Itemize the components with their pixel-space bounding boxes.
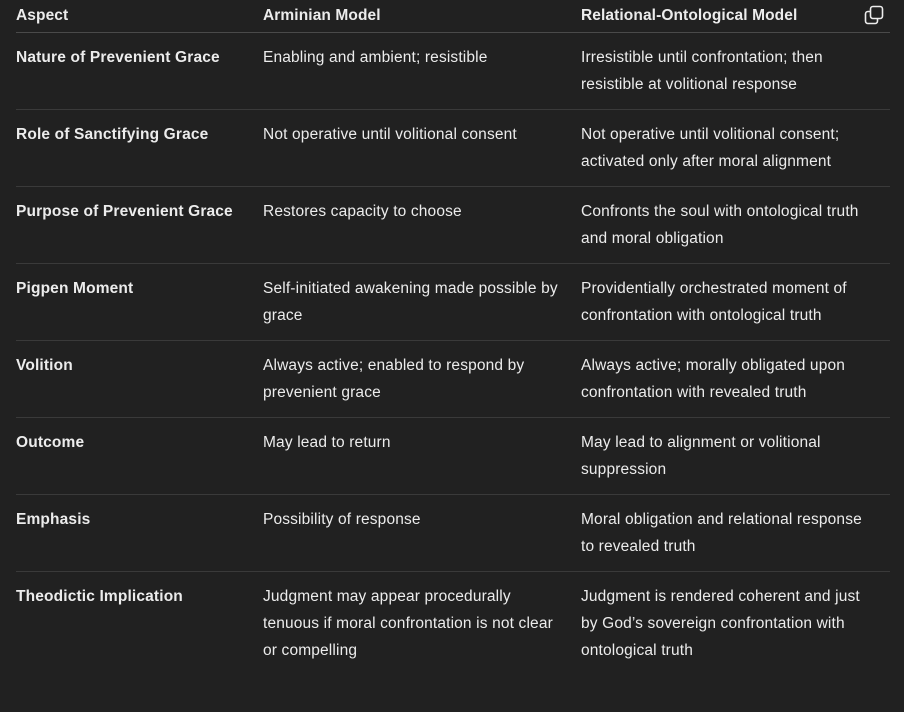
comparison-table-container <box>16 0 890 675</box>
row-aspect-cell: Emphasis <box>16 495 263 572</box>
row-relational-cell: May lead to alignment or volitional suppression <box>581 418 890 495</box>
row-aspect-cell: Nature of Prevenient Grace <box>16 33 263 110</box>
row-relational-cell: Always active; morally obligated upon confrontation with revealed truth <box>581 341 890 418</box>
table-row <box>16 572 890 676</box>
row-relational-cell: Judgment is rendered coherent and just by God’s sovereign confrontation with ontological truth <box>581 588 860 659</box>
row-aspect-cell: Volition <box>16 341 263 418</box>
table-row <box>16 495 890 572</box>
row-arminian-cell: Self-initiated awakening made possible by grace <box>263 264 581 341</box>
row-relational-cell: Not operative until volitional consent; activated only after moral alignment <box>581 110 890 187</box>
table-body <box>16 33 890 676</box>
table-row <box>16 110 890 187</box>
header-row <box>16 0 890 33</box>
table-row <box>16 264 890 341</box>
copy-table-button[interactable] <box>864 5 884 25</box>
row-aspect-cell: Role of Sanctifying Grace <box>16 110 263 187</box>
copy-icon <box>864 5 884 25</box>
row-aspect-cell: Outcome <box>16 418 263 495</box>
row-relational-cell: Confronts the soul with ontological truth and moral obligation <box>581 187 890 264</box>
row-arminian-cell: Enabling and ambient; resistible <box>263 33 581 110</box>
row-arminian-cell: Possibility of response <box>263 495 581 572</box>
header-arminian-model: Arminian Model <box>263 0 581 33</box>
table-row <box>16 341 890 418</box>
row-arminian-cell: Always active; enabled to respond by prevenient grace <box>263 341 581 418</box>
header-relational-ontological-model: Relational-Ontological Model <box>581 0 890 33</box>
header-aspect: Aspect <box>16 0 263 33</box>
row-aspect-cell: Pigpen Moment <box>16 264 263 341</box>
row-relational-cell: Moral obligation and relational response to revealed truth <box>581 495 890 572</box>
row-relational-cell: Providentially orchestrated moment of confrontation with ontological truth <box>581 264 890 341</box>
row-arminian-cell: Not operative until volitional consent <box>263 110 581 187</box>
table-row <box>16 418 890 495</box>
table-row <box>16 187 890 264</box>
table-row <box>16 33 890 110</box>
table-header <box>16 0 890 33</box>
row-arminian-cell: Judgment may appear procedurally tenuous if moral confrontation is not clear or compelling <box>263 588 553 659</box>
row-arminian-cell: May lead to return <box>263 418 581 495</box>
row-arminian-cell: Restores capacity to choose <box>263 187 581 264</box>
row-aspect-cell: Purpose of Prevenient Grace <box>16 187 263 264</box>
row-aspect-cell: Theodictic Implication <box>16 588 183 605</box>
row-relational-cell: Irresistible until confrontation; then resistible at volitional response <box>581 33 890 110</box>
comparison-table <box>16 0 890 675</box>
